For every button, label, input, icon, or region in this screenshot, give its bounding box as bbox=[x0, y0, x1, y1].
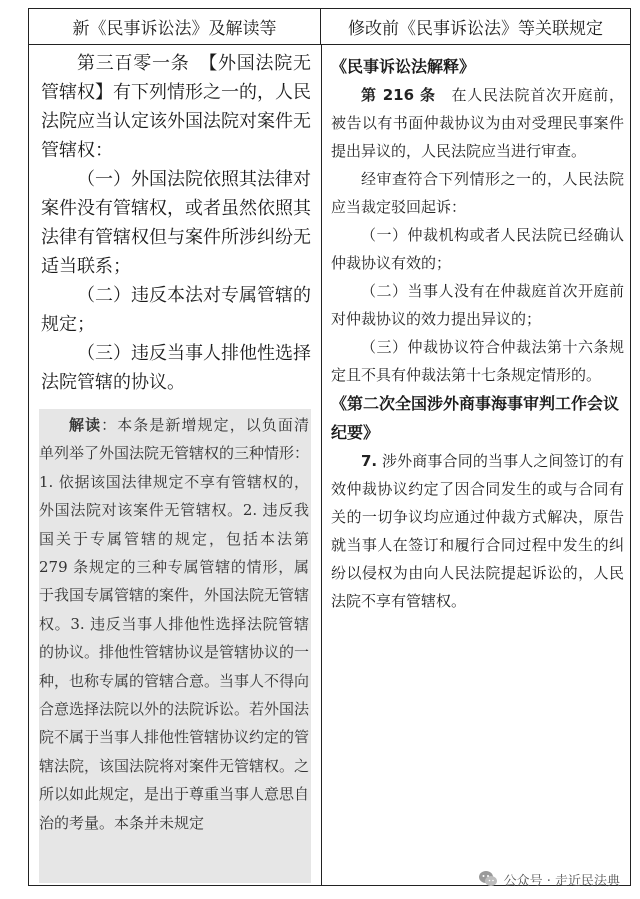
article-216-text: 在人民法院首次开庭前，被告以有书面仲裁协议为由对受理民事案件提出异议的，人民法院应当进行审查。 bbox=[331, 86, 624, 160]
interpretation-text: ：本条是新增规定，以负面清单列举了外国法院无管辖权的三种情形：1. 依据该国法律规定不享有管辖权的，外国法院对该案件无管辖权。2. 违反我国关于专属管辖的规定，包括本法第 279 条规定的三种专属管辖的情形，属于我国专属管辖的案件，外国法院无管辖权。3. 违反当事人排他性选择法院管辖的协议。排他性管辖协议是管辖协议的一种，也称专属的管辖合意。当事人不得向合意选择法院以外的法院诉讼。若外国法院不属于当事人排他性管辖协议约定的管辖法院，该国法院将对案件无管辖权。之所以如此规定，是出于尊重当事人意思自治的考量。本条并未规定 bbox=[39, 416, 310, 832]
article-item-3: （三）违反当事人排他性选择法院管辖的协议。 bbox=[41, 343, 311, 393]
review-item-3: （三）仲裁协议符合仲裁法第十六条规定且不具有仲裁法第十七条规定情形的。 bbox=[331, 338, 624, 384]
article-item-1: （一）外国法院依照其法律对案件没有管辖权，或者虽然依照其法律有管辖权但与案件所涉纠纷无适当联系； bbox=[41, 169, 311, 277]
right-column bbox=[331, 52, 624, 615]
article-216-paragraph bbox=[331, 81, 624, 165]
watermark bbox=[478, 869, 620, 889]
article-216-label: 第 216 条 bbox=[361, 86, 436, 104]
interpretation-box bbox=[39, 409, 311, 883]
review-item-2: （二）当事人没有在仲裁庭首次开庭前对仲裁协议的效力提出异议的； bbox=[331, 282, 624, 328]
article-301-paragraph: 第三百零一条 【外国法院无管辖权】有下列情形之一的，人民法院应当认定该外国法院对案件无管辖权： bbox=[41, 53, 311, 161]
interpretation-label: 解读 bbox=[69, 416, 102, 434]
review-item-1: （一）仲裁机构或者人民法院已经确认仲裁协议有效的； bbox=[331, 226, 624, 272]
watermark-text: 公众号 · 走近民法典 bbox=[503, 873, 620, 889]
item-7-text: 涉外商事合同的当事人之间签订的有效仲裁协议约定了因合同发生的或与合同有关的一切争议均应通过仲裁方式解决，原告就当事人在签订和履行合同过程中发生的纠纷以侵权为由向人民法院提起诉讼的，人民法院不享有管辖权。 bbox=[331, 452, 624, 610]
comparison-table bbox=[28, 8, 631, 886]
review-paragraph: 经审查符合下列情形之一的，人民法院应当裁定驳回起诉： bbox=[331, 170, 624, 216]
wechat-icon bbox=[478, 869, 498, 889]
source-title-2: 《第二次全国涉外商事海事审判工作会议纪要》 bbox=[331, 394, 620, 442]
table-header bbox=[29, 9, 630, 45]
item-7-paragraph bbox=[331, 447, 624, 615]
item-7-label: 7. bbox=[361, 452, 378, 470]
left-column bbox=[41, 49, 311, 397]
source-title-1: 《民事诉讼法解释》 bbox=[331, 57, 476, 76]
header-left: 新《民事诉讼法》及解读等 bbox=[29, 9, 321, 44]
column-divider bbox=[321, 45, 322, 885]
interpretation-paragraph bbox=[39, 409, 311, 837]
article-item-2: （二）违反本法对专属管辖的规定； bbox=[41, 285, 311, 335]
header-right: 修改前《民事诉讼法》等关联规定 bbox=[348, 19, 603, 39]
